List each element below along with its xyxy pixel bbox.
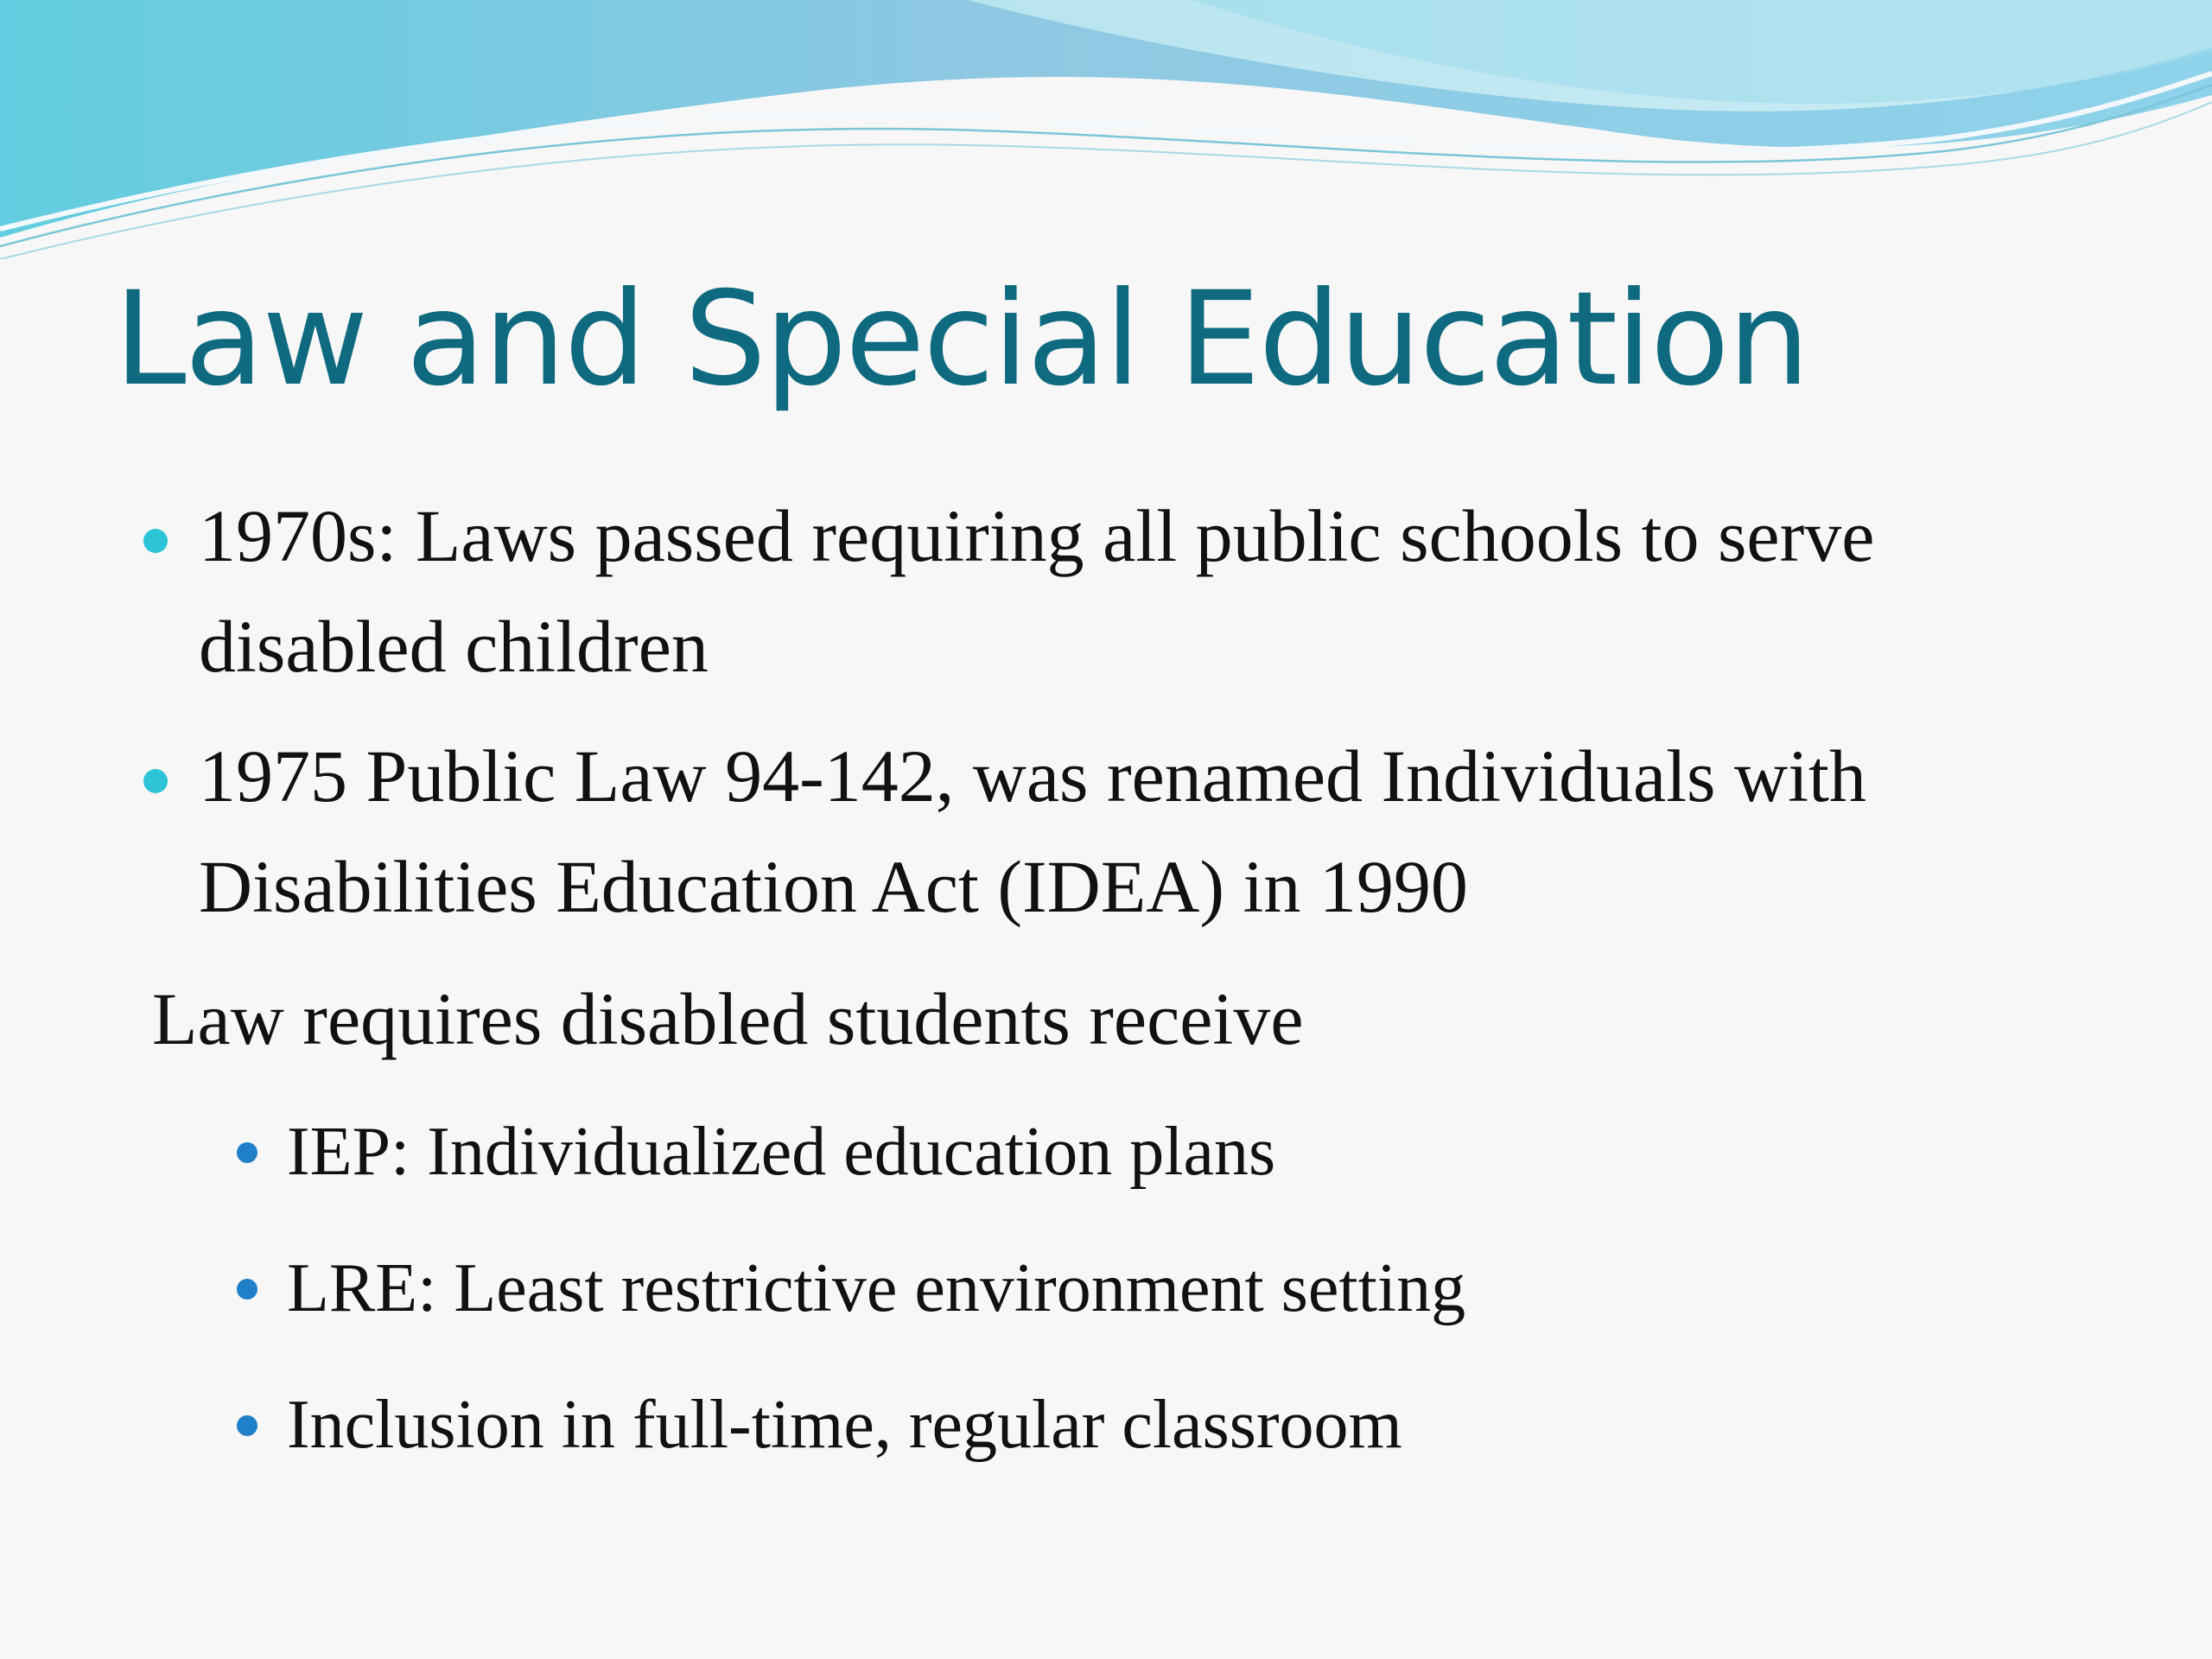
sub-bullet-item xyxy=(287,1377,1402,1472)
bullet-dot-icon xyxy=(143,529,168,553)
sub-bullet-item xyxy=(287,1241,1465,1336)
sub-bullet-dot-icon xyxy=(237,1142,257,1163)
slide-title: Law and Special Education xyxy=(114,264,1808,415)
sub-bullet-text: IEP: Individualized education plans xyxy=(287,1114,1276,1190)
header-wave-decoration xyxy=(0,0,2212,259)
bullet-item xyxy=(199,721,2134,942)
bullet-text: 1975 Public Law 94-142, was renamed Individuals with Disabilities Education Act (IDEA) in 1990 xyxy=(199,734,1866,928)
sub-bullet-text: Inclusion in full-time, regular classroom xyxy=(287,1387,1402,1463)
bullet-text: 1970s: Laws passed requiring all public schools to serve disabled children xyxy=(199,494,1875,688)
bullet-item xyxy=(199,480,2134,702)
bullet-dot-icon xyxy=(143,769,168,793)
sub-bullet-text: LRE: Least restrictive environment setting xyxy=(287,1250,1466,1326)
sub-bullet-dot-icon xyxy=(237,1279,257,1300)
sub-bullet-item xyxy=(287,1104,1275,1199)
sub-bullet-dot-icon xyxy=(237,1415,257,1436)
intro-text: Law requires disabled students receive xyxy=(152,977,1304,1060)
